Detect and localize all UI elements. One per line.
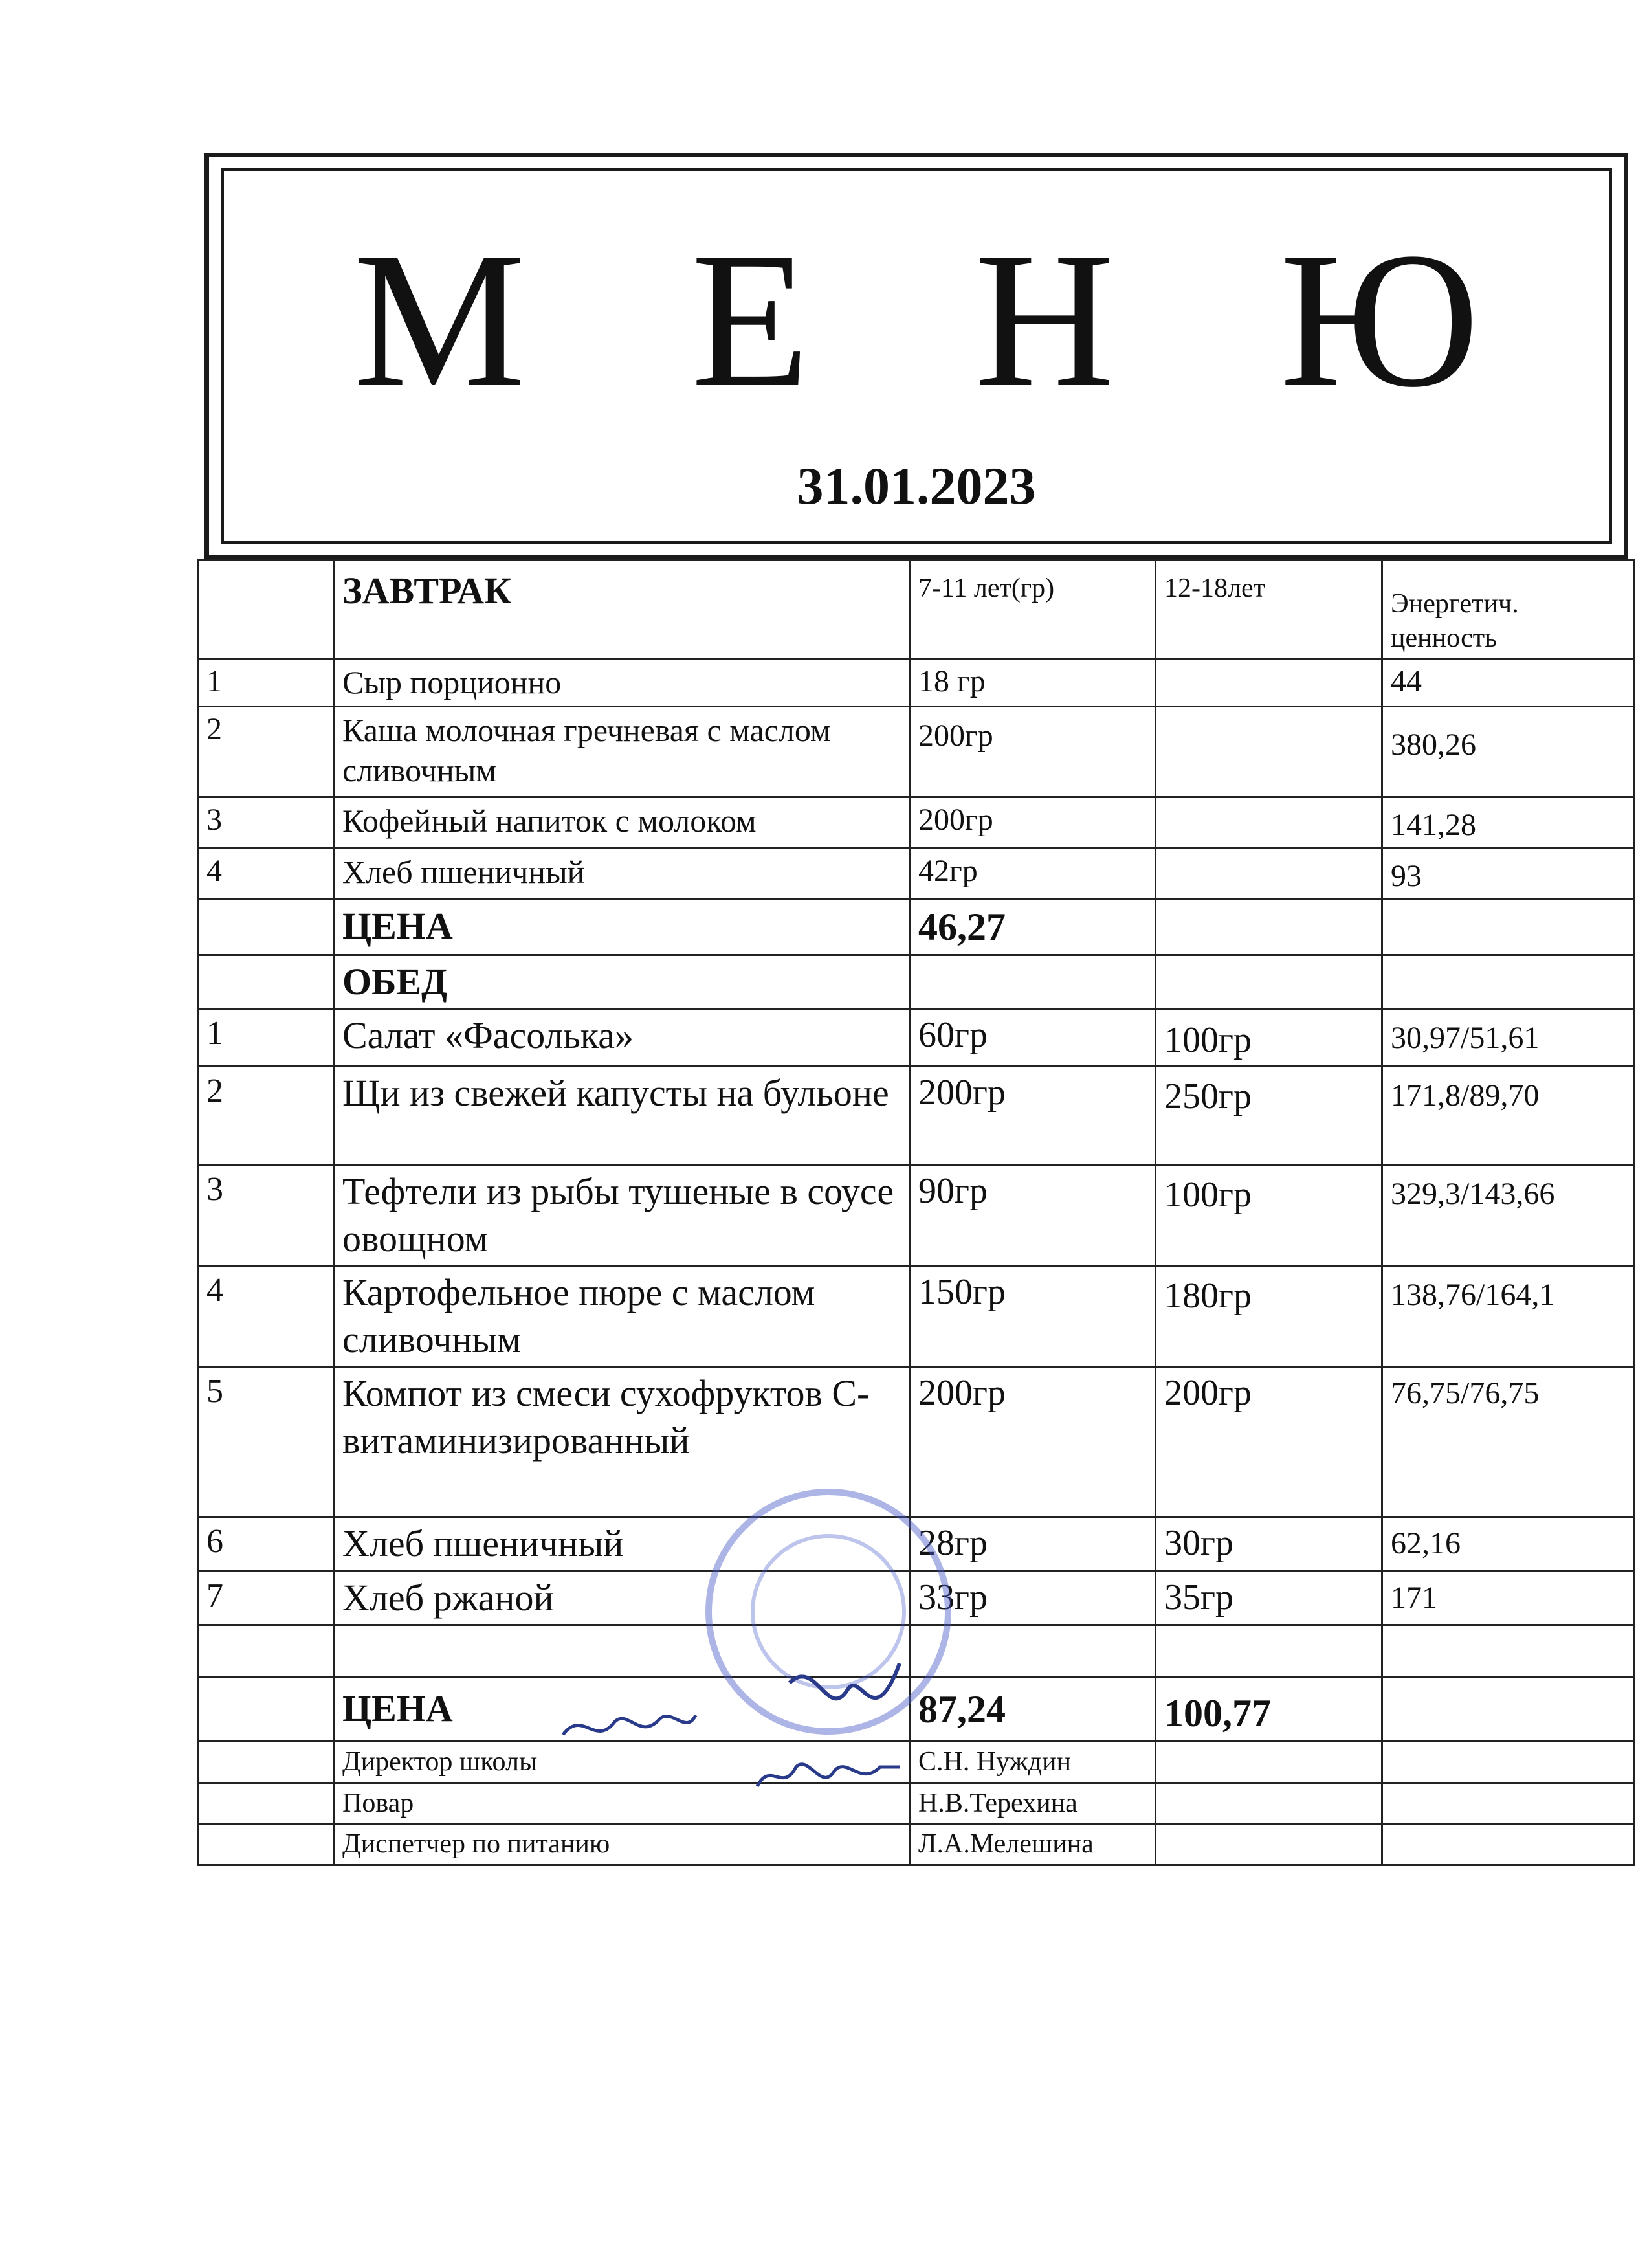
signature-role: Повар (334, 1783, 910, 1824)
signature-name: Н.В.Терехина (910, 1783, 1156, 1824)
row-number: 4 (198, 848, 334, 899)
table-row (198, 1367, 1635, 1517)
empty-cell (1382, 1824, 1635, 1865)
weight-7-11: 200гр (910, 706, 1156, 797)
empty-cell (1156, 1625, 1382, 1677)
lunch-price-7-11: 87,24 (910, 1677, 1156, 1742)
empty-cell (198, 561, 334, 659)
dish-name: Каша молочная гречневая с маслом сливочным (334, 706, 910, 797)
row-number: 2 (198, 1067, 334, 1165)
weight-7-11: 200гр (910, 1367, 1156, 1517)
weight-7-11: 90гр (910, 1165, 1156, 1266)
empty-cell (910, 955, 1156, 1009)
cook-signature (557, 1702, 699, 1754)
row-number: 2 (198, 706, 334, 797)
price-label: ЦЕНА (334, 899, 910, 955)
col-age-12-18: 12-18лет (1156, 561, 1382, 659)
empty-cell (1382, 1625, 1635, 1677)
director-signature (777, 1644, 919, 1748)
signature-role: Директор школы (334, 1742, 910, 1783)
dispatcher-signature (751, 1748, 906, 1799)
weight-12-18 (1156, 706, 1382, 797)
signature-row (198, 1824, 1635, 1865)
table-row (198, 848, 1635, 899)
energy-value: 171 (1382, 1571, 1635, 1625)
weight-12-18 (1156, 659, 1382, 707)
energy-value: 30,97/51,61 (1382, 1009, 1635, 1067)
row-number: 3 (198, 1165, 334, 1266)
weight-12-18: 30гр (1156, 1517, 1382, 1572)
energy-value: 380,26 (1382, 706, 1635, 797)
menu-date: 31.01.2023 (797, 456, 1036, 515)
price-label: ЦЕНА (334, 1677, 910, 1742)
empty-cell (1382, 1742, 1635, 1783)
empty-cell (198, 899, 334, 955)
row-number: 4 (198, 1266, 334, 1367)
signature-name: Л.А.Мелешина (910, 1824, 1156, 1865)
dish-name: Щи из свежей капусты на бульоне (334, 1067, 910, 1165)
weight-7-11: 150гр (910, 1266, 1156, 1367)
weight-12-18: 100гр (1156, 1165, 1382, 1266)
table-row (198, 1067, 1635, 1165)
empty-cell (198, 955, 334, 1009)
empty-cell (1382, 955, 1635, 1009)
weight-7-11: 42гр (910, 848, 1156, 899)
weight-12-18: 200гр (1156, 1367, 1382, 1517)
weight-12-18: 180гр (1156, 1266, 1382, 1367)
energy-value: 141,28 (1382, 797, 1635, 848)
empty-cell (198, 1742, 334, 1783)
weight-7-11: 18 гр (910, 659, 1156, 707)
weight-12-18 (1156, 848, 1382, 899)
breakfast-price-row (198, 899, 1635, 955)
weight-12-18: 100гр (1156, 1009, 1382, 1067)
energy-value: 62,16 (1382, 1517, 1635, 1572)
dish-name: Компот из смеси сухофруктов С-витаминизированный (334, 1367, 910, 1517)
dish-name: Хлеб ржаной (334, 1571, 910, 1625)
signature-row (198, 1742, 1635, 1783)
table-row (198, 1165, 1635, 1266)
row-number: 6 (198, 1517, 334, 1572)
empty-cell (1156, 955, 1382, 1009)
weight-7-11: 60гр (910, 1009, 1156, 1067)
row-number: 1 (198, 659, 334, 707)
weight-12-18: 250гр (1156, 1067, 1382, 1165)
energy-value: 76,75/76,75 (1382, 1367, 1635, 1517)
empty-cell (198, 1824, 334, 1865)
energy-value: 44 (1382, 659, 1635, 707)
weight-7-11: 28гр (910, 1517, 1156, 1572)
lunch-header-row (198, 955, 1635, 1009)
header-box (204, 153, 1628, 559)
empty-cell (198, 1783, 334, 1824)
signature-role: Диспетчер по питанию (334, 1824, 910, 1865)
breakfast-price: 46,27 (910, 899, 1156, 955)
row-number: 7 (198, 1571, 334, 1625)
empty-cell (1156, 899, 1382, 955)
table-row (198, 1009, 1635, 1067)
empty-cell (1156, 1783, 1382, 1824)
row-number: 5 (198, 1367, 334, 1517)
energy-value: 93 (1382, 848, 1635, 899)
dish-name: Кофейный напиток с молоком (334, 797, 910, 848)
weight-12-18: 35гр (1156, 1571, 1382, 1625)
empty-cell (1156, 1742, 1382, 1783)
signature-row (198, 1783, 1635, 1824)
page-title: М Е Н Ю (353, 212, 1538, 427)
breakfast-header-row (198, 561, 1635, 659)
table-row (198, 706, 1635, 797)
table-row (198, 1266, 1635, 1367)
dish-name: Хлеб пшеничный (334, 1517, 910, 1572)
empty-cell (1382, 1677, 1635, 1742)
table-row (198, 797, 1635, 848)
col-age-7-11: 7-11 лет(гр) (910, 561, 1156, 659)
row-number: 1 (198, 1009, 334, 1067)
col-energy: Энергетич. ценность (1382, 561, 1635, 659)
dish-name: Тефтели из рыбы тушеные в соусе овощном (334, 1165, 910, 1266)
weight-7-11: 200гр (910, 1067, 1156, 1165)
row-number: 3 (198, 797, 334, 848)
weight-7-11: 33гр (910, 1571, 1156, 1625)
empty-cell (1382, 899, 1635, 955)
dish-name: Салат «Фасолька» (334, 1009, 910, 1067)
weight-12-18 (1156, 797, 1382, 848)
dish-name: Сыр порционно (334, 659, 910, 707)
signature-name: С.Н. Нуждин (910, 1742, 1156, 1783)
lunch-price-12-18: 100,77 (1156, 1677, 1382, 1742)
breakfast-title: ЗАВТРАК (334, 561, 910, 659)
header-inner-frame (221, 168, 1612, 544)
dish-name: Картофельное пюре с маслом сливочным (334, 1266, 910, 1367)
dish-name: Хлеб пшеничный (334, 848, 910, 899)
empty-cell (1382, 1783, 1635, 1824)
energy-value: 171,8/89,70 (1382, 1067, 1635, 1165)
energy-value: 138,76/164,1 (1382, 1266, 1635, 1367)
empty-cell (1156, 1824, 1382, 1865)
empty-cell (198, 1677, 334, 1742)
empty-cell (198, 1625, 334, 1677)
table-row (198, 659, 1635, 707)
lunch-title: ОБЕД (334, 955, 910, 1009)
weight-7-11: 200гр (910, 797, 1156, 848)
energy-value: 329,3/143,66 (1382, 1165, 1635, 1266)
